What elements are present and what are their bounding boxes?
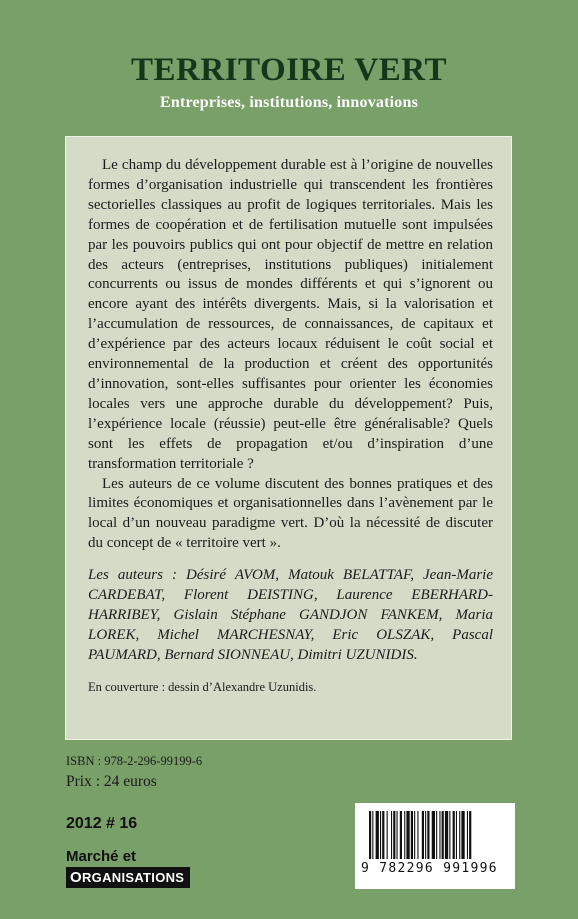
barcode-bar: [427, 811, 429, 859]
barcode-bar: [380, 811, 381, 859]
barcode-bars: [367, 811, 503, 861]
barcode-bar: [400, 811, 402, 859]
barcode-bar: [453, 811, 455, 859]
barcode-bar: [393, 811, 395, 859]
barcode-bar: [411, 811, 413, 859]
summary-paragraph-1: Le champ du développement durable est à l’origine de nouvelles formes d’organisation industrielle qui transcendent les frontières sectorielles classiques au profit de logiques territoriales. Mais les formes de coopération et de fertilisation mutuelle sont impulsées par les pouvoirs publics qui ont pour objectif de mettre en relation des acteurs (entreprises, institutions publiques) initialement concurrents ou issus de mondes différents et qui s’ignorent ou encore ayant des intérêts divergents. Mais, si la valorisation et l’accumulation de ressources, de connaissances, de capitaux et d’expérience par des acteurs locaux réduisent le coût social et environnemental de la production et créent des opportunités d’innovation, sont-elles suffisantes pour orienter les économies locales vers une approche durable du développement? Puis, l’expérience locale (réussie) peut-elle être généralisable? Quels sont les effets de propagation et/ou d’inspiration d’une transformation territoriale ?: [88, 157, 493, 472]
barcode-bar: [414, 811, 415, 859]
book-subtitle: Entreprises, institutions, innovations: [159, 94, 419, 111]
barcode-bar: [422, 811, 424, 859]
isbn-label: ISBN : 978-2-296-99199-6: [66, 754, 203, 768]
issue-number: 2012 # 16: [66, 815, 138, 832]
barcode-bar: [376, 811, 379, 859]
barcode-bar: [372, 811, 373, 859]
series-initial: O: [70, 869, 82, 886]
book-title: TERRITOIRE VERT: [131, 52, 447, 88]
barcode-bar: [382, 811, 384, 859]
authors-label: Les auteurs :: [88, 567, 187, 584]
barcode-bar: [442, 811, 444, 859]
barcode-bar: [432, 811, 435, 859]
summary-paragraph-2: Les auteurs de ce volume discutent des bonnes pratiques et des limites économiques et organisationnelles dans l’avènement par le local d’un nouveau paradigme vert. D’où la nécessité de discuter du concept de « territoire vert ».: [88, 475, 493, 552]
barcode-bar: [387, 811, 388, 859]
barcode-digits: 9 782296 991996: [361, 861, 498, 876]
barcode-bar: [436, 811, 437, 859]
barcode-bar: [425, 811, 426, 859]
authors-paragraph: [88, 566, 493, 666]
barcode-bar: [404, 811, 405, 859]
barcode-bar: [397, 811, 398, 859]
series-rest: RGANISATIONS: [81, 870, 185, 885]
barcode-bar: [406, 811, 409, 859]
authors-list: Désiré AVOM, Matouk BELATTAF, Jean-Marie CARDEBAT, Florent DEISTING, Laurence EBERHARD-HARRIBEY, Gislain Stéphane GANDJON FANKEM, Maria LOREK, Michel MARCHESNAY, Eric OLSZAK, Pascal PAUMARD, Bernard SIONNEAU, Dimitri UZUNIDIS.: [88, 567, 493, 663]
series-name-line-1: Marché et: [66, 848, 137, 865]
series-name-line-2: [66, 867, 190, 888]
barcode-bar: [449, 811, 450, 859]
barcode-bar: [439, 811, 440, 859]
barcode-bar: [417, 811, 418, 859]
barcode-bar: [459, 811, 460, 859]
barcode-bar: [369, 811, 371, 859]
barcode-bar: [391, 811, 392, 859]
barcode-bar: [456, 811, 457, 859]
barcode: [355, 803, 515, 889]
cover-credit: En couverture : dessin d’Alexandre Uzunidis.: [88, 679, 317, 694]
barcode-bar: [445, 811, 448, 859]
barcode-bar: [467, 811, 468, 859]
barcode-bar: [461, 811, 464, 859]
summary-text: [88, 156, 493, 698]
barcode-bar: [469, 811, 471, 859]
price-label: Prix : 24 euros: [66, 773, 157, 790]
